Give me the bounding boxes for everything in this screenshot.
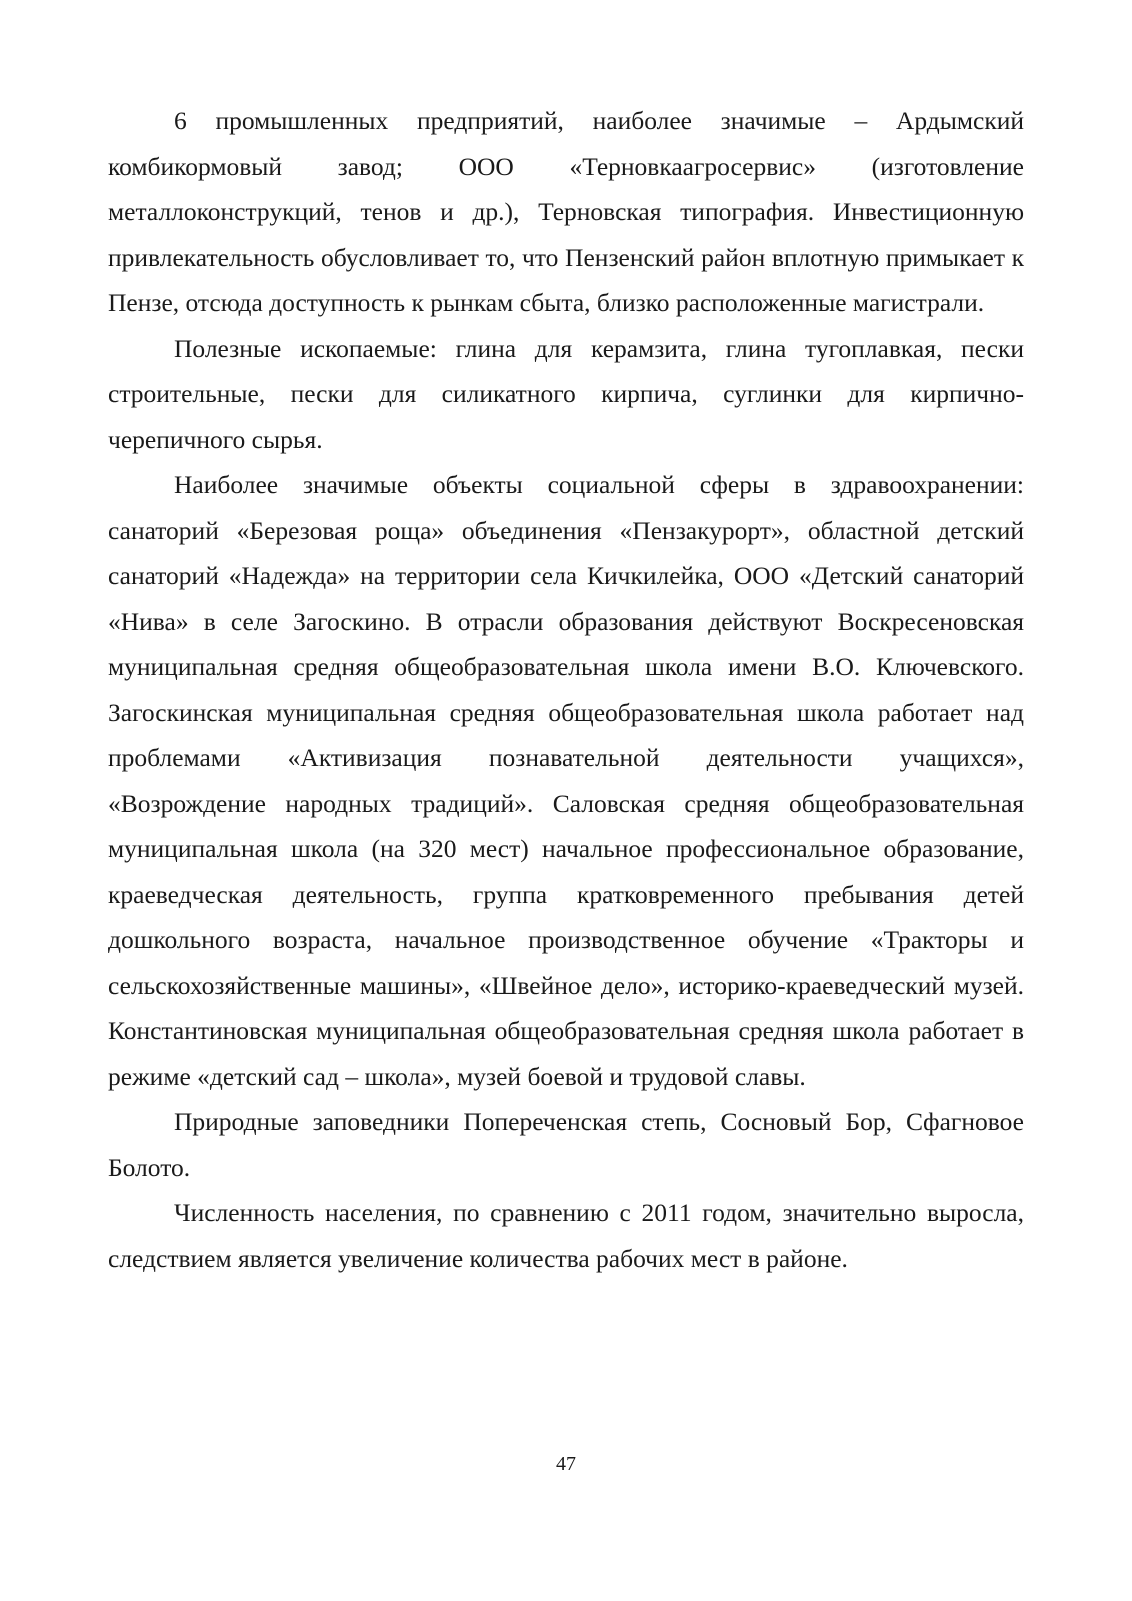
paragraph-nature-reserves: Природные заповедники Попереченская степь, Сосновый Бор, Сфагновое Болото. <box>108 1107 1024 1182</box>
paragraph-social-sphere: Наиболее значимые объекты социальной сферы в здравоохранении: санаторий «Березовая роща» объединения «Пензакурорт», областной детский санаторий «Надежда» на территории села Кичкилейка, ООО «Детский санаторий «Нива» в селе Загоскино. В отрасли образования действуют Воскресеновская муниципальная средняя общеобразовательная школа имени В.О. Ключевского. Загоскинская муниципальная средняя общеобразовательная школа работает над проблемами «Активизация познавательной деятельности учащихся», «Возрождение народных традиций». Саловская средняя общеобразовательная муниципальная школа (на 320 мест) начальное профессиональное образование, краеведческая деятельность, группа кратковременного пребывания детей дошкольного возраста, начальное производственное обучение «Тракторы и сельскохозяйственные машины», «Швейное дело», историко-краеведческий музей. Константиновская муниципальная общеобразовательная средняя школа работает в режиме «детский сад – школа», музей боевой и трудовой славы. <box>108 470 1024 1091</box>
paragraph-industry: 6 промышленных предприятий, наиболее значимые – Ардымский комбикормовый завод; ООО «Терновкаагросервис» (изготовление металлоконструкций, тенов и др.), Терновская типография. Инвестиционную привлекательность обусловливает то, что Пензенский район вплотную примыкает к Пензе, отсюда доступность к рынкам сбыта, близко расположенные магистрали. <box>108 106 1024 317</box>
paragraph-population: Численность населения, по сравнению с 2011 годом, значительно выросла, следствием является увеличение количества рабочих мест в районе. <box>108 1198 1024 1273</box>
document-body <box>108 98 1024 1281</box>
paragraph-minerals: Полезные ископаемые: глина для керамзита, глина тугоплавкая, пески строительные, пески для силикатного кирпича, суглинки для кирпично-черепичного сырья. <box>108 333 1024 454</box>
page-number: 47 <box>556 1453 576 1475</box>
